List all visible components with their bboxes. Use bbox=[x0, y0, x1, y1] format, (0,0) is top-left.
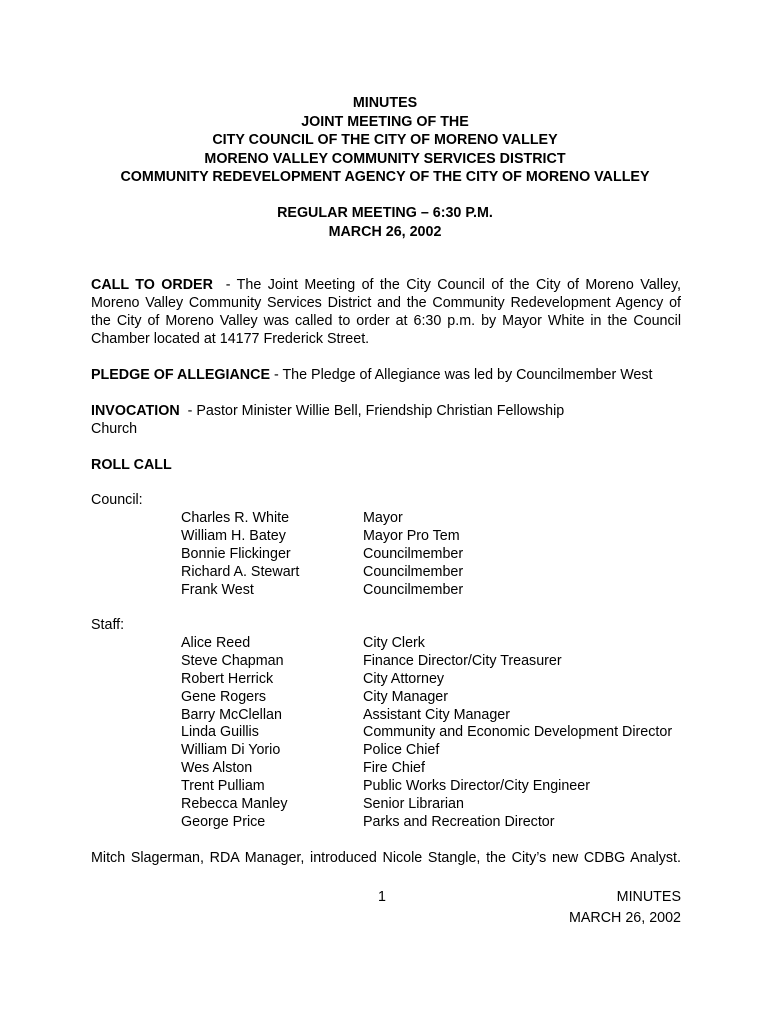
staff-name: Trent Pulliam bbox=[181, 778, 265, 795]
meeting-info bbox=[0, 204, 770, 241]
meeting-date: MARCH 26, 2002 bbox=[328, 223, 442, 240]
staff-title: Public Works Director/City Engineer bbox=[363, 778, 590, 795]
document-header bbox=[0, 94, 770, 187]
roster-row bbox=[0, 706, 770, 724]
roster-row bbox=[0, 527, 770, 545]
call-to-order-line-4: Chamber located at 14177 Frederick Street. bbox=[91, 331, 370, 347]
staff-title: City Attorney bbox=[363, 670, 445, 687]
roll-call-heading: ROLL CALL bbox=[91, 457, 172, 473]
staff-label-block bbox=[91, 616, 681, 634]
member-name: Richard A. Stewart bbox=[181, 563, 300, 580]
roster-row bbox=[0, 670, 770, 688]
staff-title: City Manager bbox=[363, 688, 449, 705]
roster-row bbox=[0, 777, 770, 795]
staff-name: Gene Rogers bbox=[181, 688, 267, 705]
staff-name: Barry McClellan bbox=[181, 706, 282, 723]
roster-row bbox=[0, 581, 770, 599]
staff-name: Robert Herrick bbox=[181, 670, 274, 687]
pledge-label: PLEDGE OF ALLEGIANCE bbox=[91, 367, 270, 383]
staff-title: Community and Economic Development Director bbox=[363, 724, 673, 741]
introduction-block bbox=[91, 849, 681, 867]
staff-name: Wes Alston bbox=[181, 760, 253, 777]
invocation-text-2: Church bbox=[91, 421, 138, 437]
roster-row bbox=[0, 813, 770, 831]
member-title: Councilmember bbox=[363, 545, 464, 562]
roll-call-heading-block bbox=[91, 456, 681, 474]
roster-row bbox=[0, 509, 770, 527]
call-to-order-text-1: - The Joint Meeting of the City Council of the City of Moreno Valley, bbox=[225, 277, 682, 293]
page-footer bbox=[569, 888, 681, 930]
council-label: Council: bbox=[91, 492, 143, 508]
member-name: Bonnie Flickinger bbox=[181, 545, 291, 562]
roster-row bbox=[0, 634, 770, 652]
staff-name: Linda Guillis bbox=[181, 724, 259, 741]
header-line-joint-meeting: JOINT MEETING OF THE bbox=[301, 113, 469, 130]
staff-title: Senior Librarian bbox=[363, 796, 464, 813]
member-name: Charles R. White bbox=[181, 510, 290, 526]
call-to-order-label: CALL TO ORDER bbox=[91, 277, 213, 293]
staff-roster bbox=[0, 634, 770, 831]
header-line-csd: MORENO VALLEY COMMUNITY SERVICES DISTRICT bbox=[204, 150, 566, 167]
invocation-text-1: - Pastor Minister Willie Bell, Friendship Christian Fellowship bbox=[187, 403, 565, 419]
staff-name: George Price bbox=[181, 813, 266, 830]
roster-row bbox=[0, 741, 770, 759]
member-title: Councilmember bbox=[363, 581, 464, 598]
member-title: Councilmember bbox=[363, 563, 464, 580]
staff-title: Fire Chief bbox=[363, 760, 425, 777]
pledge-text: - The Pledge of Allegiance was led by Councilmember West bbox=[273, 367, 653, 383]
page-number: 1 bbox=[378, 889, 386, 905]
header-line-title: MINUTES bbox=[352, 95, 418, 111]
roster-row bbox=[0, 563, 770, 581]
member-name: Frank West bbox=[181, 581, 254, 598]
staff-title: Police Chief bbox=[363, 742, 440, 759]
footer-doc-title: MINUTES bbox=[616, 889, 681, 905]
header-line-city-council: CITY COUNCIL OF THE CITY OF MORENO VALLEY bbox=[212, 132, 558, 148]
staff-title: Finance Director/City Treasurer bbox=[363, 652, 562, 669]
introduction-text: Mitch Slagerman, RDA Manager, introduced Nicole Stangle, the City’s new CDBG Analyst. bbox=[91, 850, 681, 866]
roster-row bbox=[0, 759, 770, 777]
council-roster bbox=[0, 509, 770, 598]
pledge-section bbox=[91, 366, 681, 384]
roster-row bbox=[0, 545, 770, 563]
roster-row bbox=[0, 688, 770, 706]
call-to-order-line-2: Moreno Valley Community Services District and the Community Redevelopment Agency of bbox=[91, 295, 681, 311]
member-title: Mayor bbox=[363, 510, 403, 526]
call-to-order-line-1 bbox=[91, 276, 681, 294]
footer-doc-date: MARCH 26, 2002 bbox=[568, 910, 681, 926]
call-to-order-line-3: the City of Moreno Valley was called to order at 6:30 p.m. by Mayor White in the Council bbox=[91, 313, 681, 329]
invocation-label: INVOCATION bbox=[91, 403, 180, 419]
staff-title: City Clerk bbox=[363, 635, 425, 651]
staff-name: Alice Reed bbox=[181, 635, 251, 651]
roster-row bbox=[0, 652, 770, 670]
staff-title: Parks and Recreation Director bbox=[363, 813, 555, 830]
member-title: Mayor Pro Tem bbox=[363, 527, 460, 544]
meeting-type: REGULAR MEETING – 6:30 P.M. bbox=[277, 205, 493, 221]
staff-title: Assistant City Manager bbox=[363, 706, 510, 723]
roster-row bbox=[0, 723, 770, 741]
header-line-redevelopment-agency: COMMUNITY REDEVELOPMENT AGENCY OF THE CITY OF MORENO VALLEY bbox=[120, 169, 650, 185]
staff-name: Rebecca Manley bbox=[181, 796, 288, 813]
council-label-block bbox=[91, 491, 681, 509]
staff-label: Staff: bbox=[91, 617, 125, 633]
member-name: William H. Batey bbox=[181, 527, 286, 544]
staff-name: William Di Yorio bbox=[181, 742, 281, 759]
staff-name: Steve Chapman bbox=[181, 652, 284, 669]
roster-row bbox=[0, 795, 770, 813]
call-to-order-section bbox=[91, 276, 681, 348]
invocation-section bbox=[91, 402, 681, 438]
